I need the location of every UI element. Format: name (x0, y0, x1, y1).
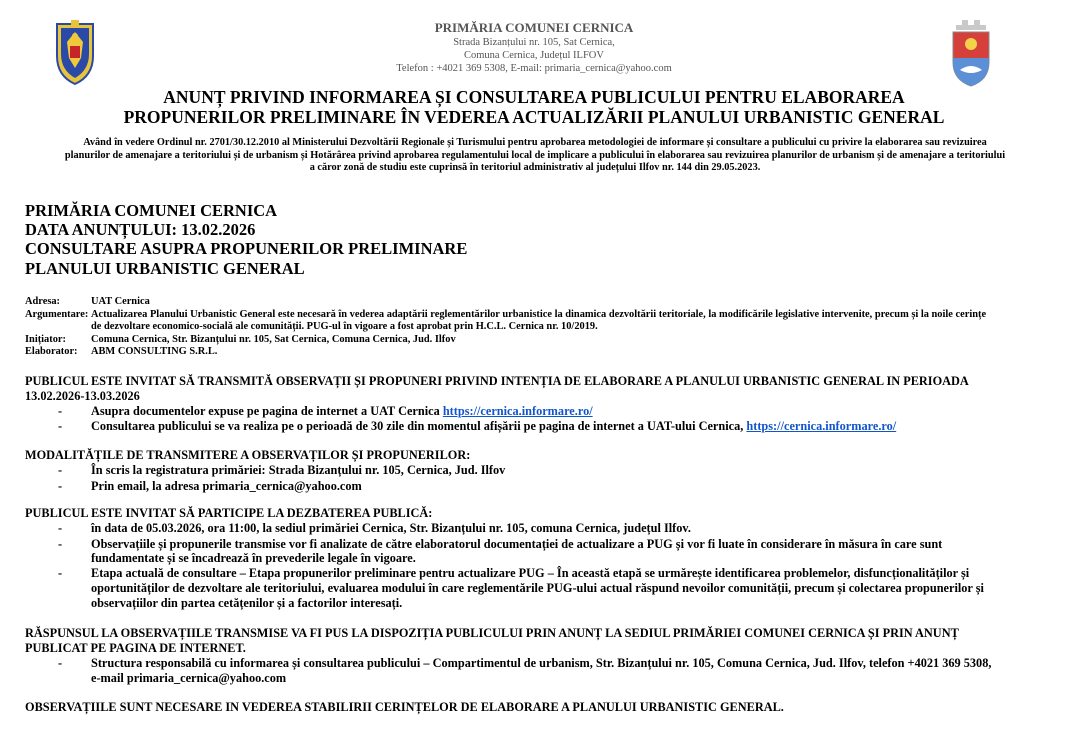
website-link[interactable]: https://cernica.informare.ro/ (442, 403, 593, 418)
list-item: Observațiile și propunerile transmise vor fi analizate de către elaboratorul documentației de actualizare a PUG și vor fi luate în considerare în măsura în care sunt (91, 536, 943, 551)
section-heading: PUBLICUL ESTE INVITAT SĂ PARTICIPE LA DEZBATEREA PUBLICĂ: (25, 506, 433, 520)
list-item-text: Consultarea publicului se va realiza pe o perioadă de 30 zile din momentul afișării pe pagina de internet a UAT-ului Cernica, (91, 418, 744, 433)
list-item: Structura responsabilă cu informarea și consultarea publicului – Compartimentul de urbanism, Str. Bizanțului nr. 105, Comuna Cernica, Jud. Ilfov, telefon +4021 369 5308, (91, 656, 992, 670)
list-item: Etapa actuală de consultare – Etapa propunerilor preliminare pentru actualizare PUG – În această etapă se urmărește identificarea problemelor, disfuncționalităților și (91, 566, 970, 580)
list-item: în data de 05.03.2026, ora 11:00, la sediul primăriei Cernica, Str. Bizanțului nr. 105, comuna Cernica, județul Ilfov. (91, 521, 691, 535)
document-title: PROPUNERILOR PRELIMINARE ÎN VEDEREA ACTUALIZĂRII PLANULUI URBANISTIC GENERAL (123, 107, 945, 127)
argument-value: Actualizarea Planului Urbanistic General este necesară în vederea adaptării reglementărilor urbanistice la dinamica dezvoltării teritoriale, la modificările legislative intervenite, precum și la noile cerințe (91, 308, 987, 320)
section-heading: 13.02.2026-13.03.2026 (25, 388, 140, 403)
intro-paragraph: planurilor de amenajare a teritoriului și de urbanism și Hotărârea privind aprobarea regulamentului local de implicare a publicului în elaborarea sau revizuirea planurilor de urbanism și de amenajare a teritoriului (64, 149, 1006, 161)
list-item: În scris la registratura primăriei: Strada Bizanțului nr. 105, Cernica, Jud. Ilfov (91, 463, 506, 477)
list-item: oportunităților de dezvoltare ale teritoriului, evaluarea modului în care reglementările PUG-ului actual răspund nevoilor comunității, precum și colectarea propunerilor și (91, 581, 984, 595)
section-heading: PUBLICAT PE PAGINA DE INTERNET. (25, 640, 246, 655)
list-bullet: - (58, 566, 63, 580)
list-bullet: - (58, 478, 63, 493)
institution-name: PRIMĂRIA COMUNEI CERNICA (434, 20, 634, 35)
website-link[interactable]: https://cernica.informare.ro/ (746, 418, 897, 433)
list-bullet: - (58, 403, 63, 418)
address-line: Comuna Cernica, Județul ILFOV (464, 50, 604, 61)
list-item: e-mail primaria_cernica@yahoo.com (91, 671, 287, 685)
list-item-text: Asupra documentelor expuse pe pagina de internet a UAT Cernica (91, 403, 440, 418)
section-heading: PUBLICUL ESTE INVITAT SĂ TRANSMITĂ OBSERVAȚII ȘI PROPUNERI PRIVIND INTENȚIA DE ELABORARE A PLANULUI URBANISTIC GENERAL IN PERIOADA (25, 374, 969, 388)
list-bullet: - (58, 536, 63, 551)
intro-paragraph: a căror zonă de studiu este cuprinsă în teritoriul administrativ al județului Ilfov nr. 144 din 29.05.2023. (309, 162, 761, 173)
subject-heading: CONSULTARE ASUPRA PROPUNERILOR PRELIMINARE (25, 239, 468, 258)
list-item: fundamentate și se încadrează în prevederile legale în vigoare. (91, 551, 416, 565)
list-bullet: - (58, 418, 63, 433)
initiator-value: Comuna Cernica, Str. Bizanțului nr. 105, Sat Cernica, Comuna Cernica, Jud. Ilfov (91, 333, 456, 345)
address-value: UAT Cernica (91, 296, 150, 307)
subject-heading: PLANULUI URBANISTIC GENERAL (25, 259, 305, 278)
initiator-label: Inițiator: (25, 333, 66, 345)
list-item (91, 419, 1055, 433)
announcement-date: DATA ANUNȚULUI: 13.02.2026 (25, 220, 256, 239)
section-heading: MODALITĂȚILE DE TRANSMITERE A OBSERVAȚILOR ȘI PROPUNERILOR: (25, 448, 471, 462)
address-label: Adresa: (25, 296, 61, 307)
closing-statement: OBSERVAȚIILE SUNT NECESARE IN VEDEREA STABILIRII CERINȚELOR DE ELABORARE A PLANULUI URBANISTIC GENERAL. (25, 700, 784, 714)
argument-label: Argumentare: (25, 308, 89, 320)
intro-paragraph: Având în vedere Ordinul nr. 2701/30.12.2010 al Ministerului Dezvoltării Regionale și Turismului pentru aprobarea metodologiei de informare și consultare a publicului cu privire la elaborarea sau revizuirea (83, 137, 987, 148)
address-line: Strada Bizanțului nr. 105, Sat Cernica, (453, 37, 615, 48)
list-bullet: - (58, 521, 63, 535)
document-title: ANUNȚ PRIVIND INFORMAREA ȘI CONSULTAREA PUBLICULUI PENTRU ELABORAREA (163, 87, 905, 107)
list-bullet: - (58, 463, 63, 477)
developer-label: Elaborator: (25, 346, 78, 357)
list-item (91, 404, 1055, 418)
issuer-heading: PRIMĂRIA COMUNEI CERNICA (25, 201, 278, 220)
list-item: Prin email, la adresa primaria_cernica@yahoo.com (91, 478, 362, 493)
argument-value: de dezvoltare economico-socială ale comunității. PUG-ul în vigoare a fost aprobat prin H.C.L. Cernica nr. 10/2019. (91, 321, 598, 332)
developer-value: ABM CONSULTING S.R.L. (91, 346, 218, 357)
section-heading: RĂSPUNSUL LA OBSERVAȚIILE TRANSMISE VA FI PUS LA DISPOZIȚIA PUBLICULUI PRIN ANUNȚ LA SEDIUL PRIMĂRIEI COMUNEI CERNICA ȘI PRIN ANUNȚ (25, 626, 959, 640)
contact-line: Telefon : +4021 369 5308, E-mail: primaria_cernica@yahoo.com (396, 63, 672, 74)
list-item: observațiilor din partea cetățenilor și a factorilor interesați. (91, 596, 403, 610)
list-bullet: - (58, 656, 63, 670)
